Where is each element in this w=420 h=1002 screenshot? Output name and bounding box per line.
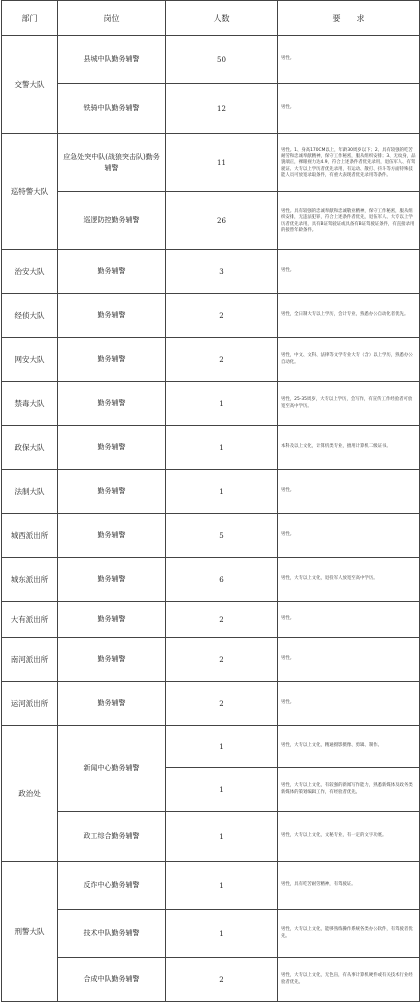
count-cell: 2 bbox=[166, 602, 278, 638]
count-cell: 11 bbox=[166, 134, 278, 192]
count-cell: 2 bbox=[166, 294, 278, 338]
requirements-cell: 本科及以上文化，计算机类专业，擅用计算机二级证书。 bbox=[278, 426, 420, 470]
post-cell: 政工综合勤务辅警 bbox=[58, 812, 166, 862]
requirements-cell: 男性，大专以上文化，无色盲，有从事计算机硬件或有关技术行业经验者优先。 bbox=[278, 958, 420, 1002]
post-cell: 铁骑中队勤务辅警 bbox=[58, 84, 166, 134]
header-requirements: 要 求 bbox=[278, 1, 420, 36]
dept-cell: 城西派出所 bbox=[2, 514, 58, 558]
requirements-cell: 男性。 bbox=[278, 84, 420, 134]
dept-cell: 南河派出所 bbox=[2, 638, 58, 682]
count-cell: 1 bbox=[166, 862, 278, 910]
table-row bbox=[2, 682, 420, 726]
table-row bbox=[2, 470, 420, 514]
requirements-cell: 男性。 bbox=[278, 682, 420, 726]
count-cell: 1 bbox=[166, 470, 278, 514]
dept-cell: 大有派出所 bbox=[2, 602, 58, 638]
table-row bbox=[2, 36, 420, 84]
post-cell: 勤务辅警 bbox=[58, 682, 166, 726]
post-cell: 勤务辅警 bbox=[58, 558, 166, 602]
requirements-cell: 男性。 bbox=[278, 250, 420, 294]
dept-cell: 运河派出所 bbox=[2, 682, 58, 726]
post-cell: 勤务辅警 bbox=[58, 382, 166, 426]
dept-cell: 交警大队 bbox=[2, 36, 58, 134]
dept-cell: 法制大队 bbox=[2, 470, 58, 514]
requirements-cell: 男性。 bbox=[278, 36, 420, 84]
count-cell: 3 bbox=[166, 250, 278, 294]
count-cell: 2 bbox=[166, 958, 278, 1002]
table-row bbox=[2, 192, 420, 250]
post-cell: 勤务辅警 bbox=[58, 294, 166, 338]
table-row bbox=[2, 862, 420, 910]
requirements-cell: 男性，25-35周岁，大专以上学历，会写作，有宣传工作经验者可放宽至高中学历。 bbox=[278, 382, 420, 426]
table-row bbox=[2, 602, 420, 638]
table-row bbox=[2, 294, 420, 338]
post-cell: 巡逻防控勤务辅警 bbox=[58, 192, 166, 250]
post-cell: 勤务辅警 bbox=[58, 638, 166, 682]
requirements-cell: 男性。 bbox=[278, 602, 420, 638]
requirements-cell: 男性，大专以上文化，能够熟练操作系统各类办公软件，有驾驶者优先。 bbox=[278, 910, 420, 958]
table-row bbox=[2, 382, 420, 426]
post-cell: 勤务辅警 bbox=[58, 250, 166, 294]
dept-cell: 治安大队 bbox=[2, 250, 58, 294]
table-row bbox=[2, 338, 420, 382]
dept-cell: 网安大队 bbox=[2, 338, 58, 382]
table-row bbox=[2, 250, 420, 294]
table-row bbox=[2, 958, 420, 1002]
table-row bbox=[2, 638, 420, 682]
requirements-cell: 男性。1、身高170CM以上，年龄30周岁以下；2、具有较强的吃苦耐劳和忠诚奉献精神，保守工作秘密，服从组织安排；3、无纹身，品貌端正，裸眼视力达4.9，符合上述条件者优先录用，退伍军人、有驾驶证、大专以上学历者优先录用，有运动、散打、抖斗等方面特殊技能人员可放宽录取条件，有重大表现者优先录用等条件。 bbox=[278, 134, 420, 192]
header-row bbox=[2, 1, 420, 36]
count-cell: 1 bbox=[166, 426, 278, 470]
dept-cell: 巡特警大队 bbox=[2, 134, 58, 250]
count-cell: 1 bbox=[166, 382, 278, 426]
requirements-cell: 男性。具有较强的忠诚奉献和忠诚敬业精神，保守工作秘密，服从组织安排，无违法犯罪，符合上述条件者优先，退伍军人、大专以上学历者优先录用，具有B证驾驶证或具备有B证驾驶证条件，有直接录用的接替年龄条件。 bbox=[278, 192, 420, 250]
table-row bbox=[2, 84, 420, 134]
post-cell: 县城中队勤务辅警 bbox=[58, 36, 166, 84]
dept-cell: 刑警大队 bbox=[2, 862, 58, 1002]
requirements-cell: 男性。 bbox=[278, 638, 420, 682]
header-dept: 部门 bbox=[2, 1, 58, 36]
requirements-cell: 男性，中文、文科、法律等文学专业大专（含）以上学历，熟悉办公自动化。 bbox=[278, 338, 420, 382]
header-post: 岗位 bbox=[58, 1, 166, 36]
post-cell: 技术中队勤务辅警 bbox=[58, 910, 166, 958]
requirements-cell: 男性，具有吃苦耐劳精神，有驾驶证。 bbox=[278, 862, 420, 910]
count-cell: 2 bbox=[166, 338, 278, 382]
post-cell: 应急处突中队(战狼突击队)勤务辅警 bbox=[58, 134, 166, 192]
requirements-cell: 男性，全日制大专以上学历，会计专业，熟悉办公自动化者优先。 bbox=[278, 294, 420, 338]
count-cell: 6 bbox=[166, 558, 278, 602]
post-cell: 勤务辅警 bbox=[58, 514, 166, 558]
count-cell: 2 bbox=[166, 638, 278, 682]
post-cell: 勤务辅警 bbox=[58, 426, 166, 470]
requirements-cell: 男性，大专以上文化，精通摄影摄像、剪辑、制作。 bbox=[278, 726, 420, 768]
count-cell: 12 bbox=[166, 84, 278, 134]
post-cell: 反诈中心勤务辅警 bbox=[58, 862, 166, 910]
table-row bbox=[2, 558, 420, 602]
dept-cell: 经侦大队 bbox=[2, 294, 58, 338]
dept-cell: 城东派出所 bbox=[2, 558, 58, 602]
table-row bbox=[2, 910, 420, 958]
requirements-cell: 男性，大专以上文化，退役军人放宽至高中学历。 bbox=[278, 558, 420, 602]
table-row bbox=[2, 812, 420, 862]
count-cell: 1 bbox=[166, 910, 278, 958]
post-cell: 勤务辅警 bbox=[58, 470, 166, 514]
table-row bbox=[2, 426, 420, 470]
table-row bbox=[2, 134, 420, 192]
dept-cell: 政保大队 bbox=[2, 426, 58, 470]
post-cell: 勤务辅警 bbox=[58, 602, 166, 638]
dept-cell: 政治处 bbox=[2, 726, 58, 862]
table-row bbox=[2, 514, 420, 558]
post-cell: 合成中队勤务辅警 bbox=[58, 958, 166, 1002]
table-row bbox=[2, 726, 420, 768]
requirements-cell: 男性，大专以上文化，有较强的新闻写作能力，熟悉新媒体及政务类新媒体的策划编辑工作，有经验者优先。 bbox=[278, 768, 420, 812]
post-cell: 勤务辅警 bbox=[58, 338, 166, 382]
header-count: 人数 bbox=[166, 1, 278, 36]
recruitment-table bbox=[1, 0, 420, 1002]
count-cell: 1 bbox=[166, 812, 278, 862]
count-cell: 1 bbox=[166, 768, 278, 812]
requirements-cell: 男性。 bbox=[278, 470, 420, 514]
count-cell: 50 bbox=[166, 36, 278, 84]
requirements-cell: 男性。 bbox=[278, 514, 420, 558]
requirements-cell: 男性，大专以上文化，文秘专业，有一定的文字功底。 bbox=[278, 812, 420, 862]
count-cell: 2 bbox=[166, 682, 278, 726]
count-cell: 26 bbox=[166, 192, 278, 250]
dept-cell: 禁毒大队 bbox=[2, 382, 58, 426]
count-cell: 5 bbox=[166, 514, 278, 558]
post-cell: 新闻中心勤务辅警 bbox=[58, 726, 166, 812]
count-cell: 1 bbox=[166, 726, 278, 768]
